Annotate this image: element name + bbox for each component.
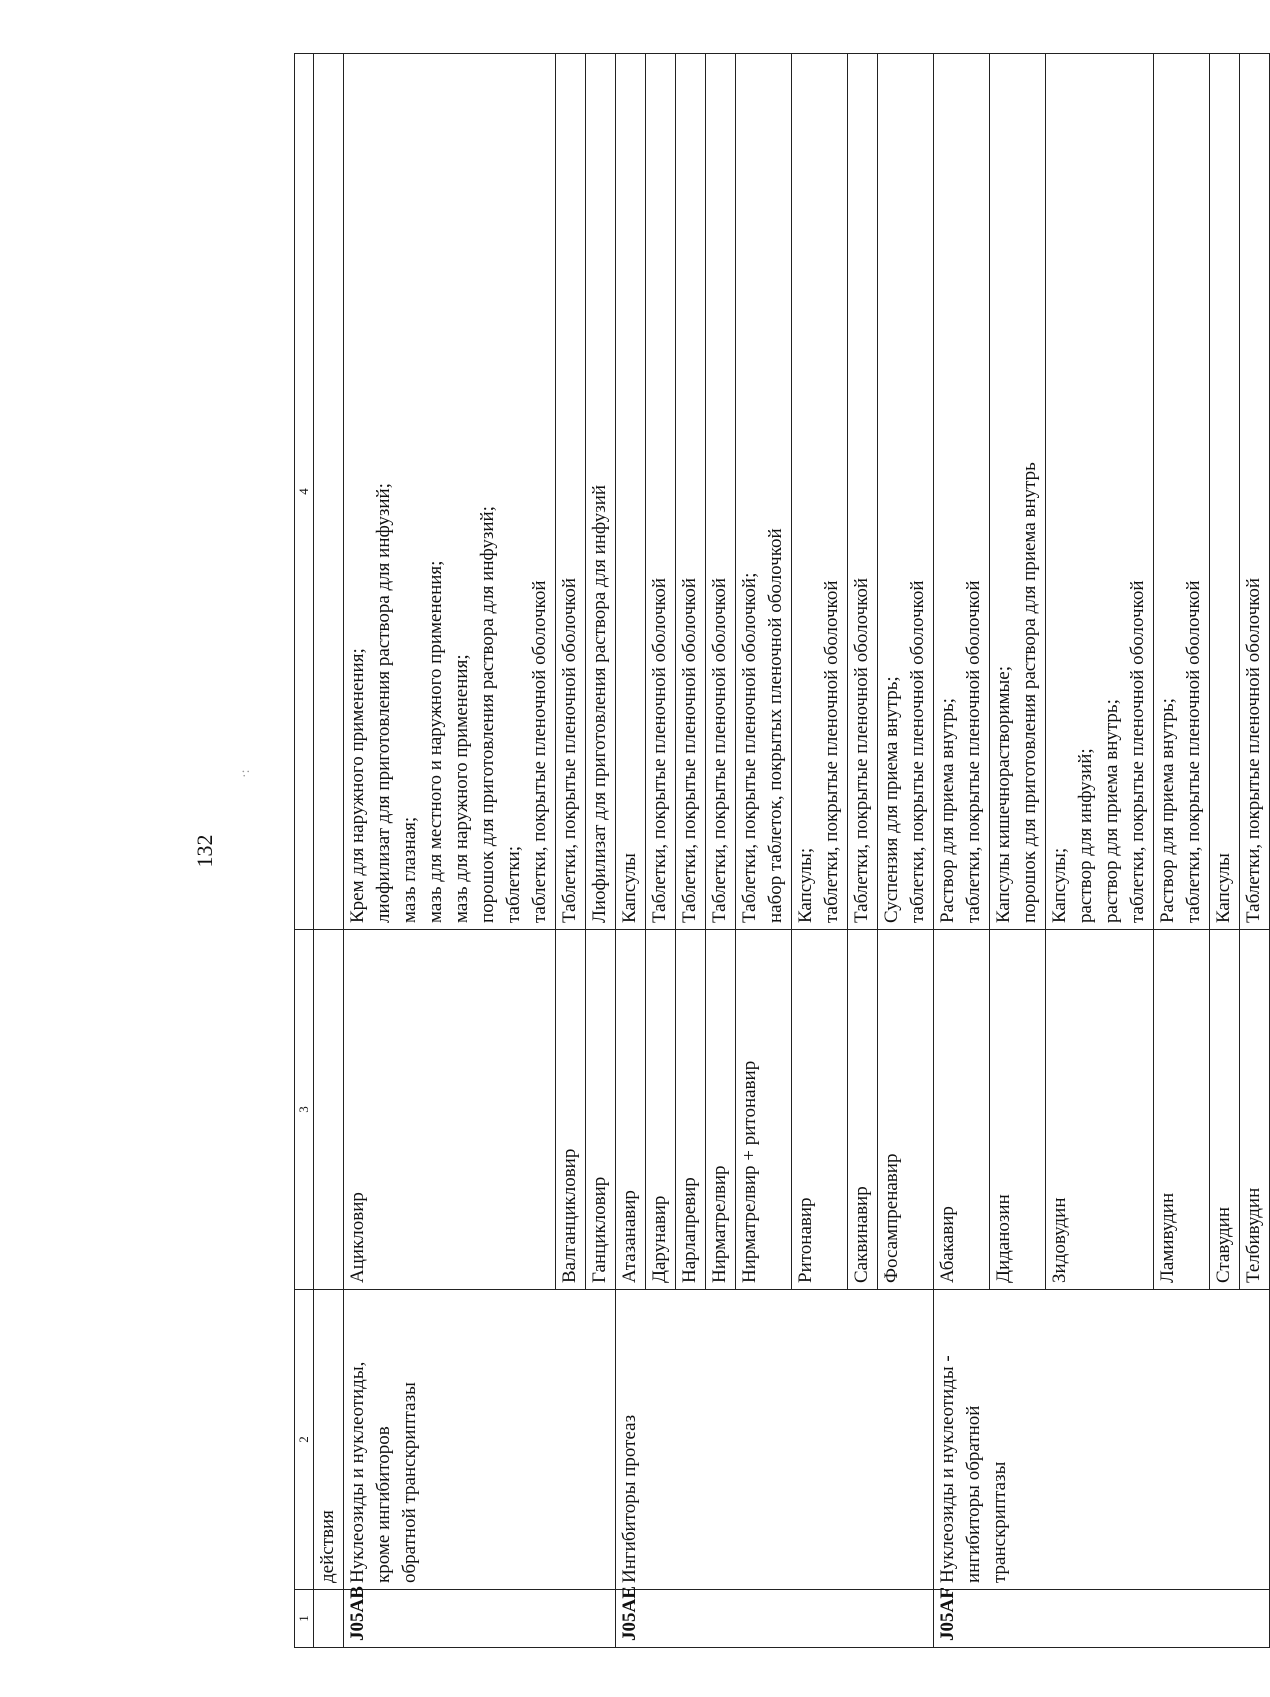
group-name-cell: [934, 1290, 1270, 1590]
drug-name-cell: Атазанавир: [616, 930, 646, 1290]
group-name-cell-line: кроме ингибиторов: [373, 1426, 394, 1583]
drug-name-cell: Нарлапревир: [676, 930, 706, 1290]
dosage-form-cell-line: Таблетки, покрытые пленочной оболочкой: [851, 577, 872, 923]
column-number: 4: [295, 54, 314, 930]
dosage-form-cell-line: мазь глазная;: [399, 816, 420, 923]
dosage-form-cell-line: раствор для приема внутрь;: [1101, 699, 1122, 923]
dosage-form-cell-line: таблетки, покрытые пленочной оболочкой: [529, 580, 550, 923]
dosage-form-cell-line: порошок для приготовления раствора для приема внутрь: [1019, 462, 1040, 923]
dosage-form-cell-line: Раствор для приема внутрь;: [937, 698, 958, 923]
drug-name-cell: Ставудин: [1210, 930, 1240, 1290]
dosage-form-cell-line: раствор для инфузий;: [1075, 748, 1096, 923]
dosage-form-cell-line: Таблетки, покрытые пленочной оболочкой: [649, 577, 670, 923]
column-number: 1: [295, 1590, 314, 1648]
atc-code-cell: J05AB: [344, 1590, 616, 1648]
dosage-form-cell-line: Таблетки, покрытые пленочной оболочкой: [679, 577, 700, 923]
drug-name-cell: Фосампренавир: [878, 930, 934, 1290]
drug-name-cell: Зидовудин: [1046, 930, 1154, 1290]
drug-name-cell: Ритонавир: [792, 930, 848, 1290]
dosage-form-cell-line: лиофилизат для приготовления раствора для инфузий;: [373, 483, 394, 923]
column-number-row: [295, 54, 314, 1648]
dosage-form-cell-line: таблетки, покрытые пленочной оболочкой: [821, 580, 842, 923]
dosage-form-cell: [848, 54, 878, 930]
dosage-form-cell: [1154, 54, 1210, 930]
dosage-form-cell-line: Капсулы;: [1049, 847, 1070, 923]
drug-name-cell: Саквинавир: [848, 930, 878, 1290]
drug-name-cell: Валганцикловир: [556, 930, 586, 1290]
table-row: [616, 54, 646, 1648]
continuation-drug-cell: [314, 930, 344, 1290]
drug-table-body: [295, 54, 1270, 1648]
drug-name-cell: Дарунавир: [646, 930, 676, 1290]
drug-name-cell: Абакавир: [934, 930, 990, 1290]
dosage-form-cell-line: Капсулы: [1213, 853, 1234, 923]
dosage-form-cell: [706, 54, 736, 930]
dosage-form-cell: [792, 54, 848, 930]
scan-speck: ·:: [238, 769, 253, 778]
dosage-form-cell-line: Крем для наружного применения;: [347, 648, 368, 923]
drug-name-cell: Ламивудин: [1154, 930, 1210, 1290]
dosage-form-cell-line: Капсулы кишечнорастворимые;: [993, 665, 1014, 923]
dosage-form-cell-line: Лиофилизат для приготовления раствора для инфузий: [589, 484, 610, 923]
dosage-form-cell-line: таблетки, покрытые пленочной оболочкой: [963, 580, 984, 923]
group-name-cell: [344, 1290, 616, 1590]
dosage-form-cell: [556, 54, 586, 930]
group-name-cell-line: обратной транскриптазы: [399, 1382, 420, 1583]
dosage-form-cell-line: Капсулы;: [795, 847, 816, 923]
dosage-form-cell: [344, 54, 556, 930]
group-name-cell-line: Нуклеозиды и нуклеотиды,: [347, 1361, 368, 1583]
continuation-code-cell: [314, 1590, 344, 1648]
dosage-form-cell: [1210, 54, 1240, 930]
column-number: 2: [295, 1290, 314, 1590]
dosage-form-cell-line: Капсулы: [619, 853, 640, 923]
table-row: [934, 54, 990, 1648]
group-name-cell-line: ингибиторы обратной: [963, 1405, 984, 1583]
dosage-form-cell: [1240, 54, 1270, 930]
continuation-form-cell: [314, 54, 344, 930]
dosage-form-cell: [646, 54, 676, 930]
dosage-form-cell-line: набор таблеток, покрытых пленочной оболочкой: [765, 528, 786, 923]
drug-name-cell: Нирматрелвир: [706, 930, 736, 1290]
drug-name-cell: Нирматрелвир + ритонавир: [736, 930, 792, 1290]
drug-name-cell: Ганцикловир: [586, 930, 616, 1290]
dosage-form-cell-line: мазь для местного и наружного применения;: [425, 560, 446, 923]
dosage-form-cell: [934, 54, 990, 930]
page-number: 132: [192, 834, 217, 868]
dosage-form-cell: [736, 54, 792, 930]
dosage-form-cell: [676, 54, 706, 930]
dosage-form-cell-line: порошок для приготовления раствора для инфузий;: [477, 506, 498, 923]
dosage-form-cell-line: таблетки;: [503, 845, 524, 923]
dosage-form-cell-line: Таблетки, покрытые пленочной оболочкой: [559, 577, 580, 923]
column-number: 3: [295, 930, 314, 1290]
dosage-form-cell-line: Суспензия для приема внутрь;: [881, 676, 902, 923]
drug-name-cell: Телбивудин: [1240, 930, 1270, 1290]
dosage-form-cell-line: мазь для наружного применения;: [451, 654, 472, 923]
dosage-form-cell-line: Таблетки, покрытые пленочной оболочкой: [709, 577, 730, 923]
dosage-form-cell: [990, 54, 1046, 930]
continuation-group-cell: действия: [314, 1290, 344, 1590]
drug-name-cell: Диданозин: [990, 930, 1046, 1290]
table-row: [344, 54, 556, 1648]
dosage-form-cell-line: таблетки, покрытые пленочной оболочкой: [1183, 580, 1204, 923]
dosage-form-cell: [616, 54, 646, 930]
atc-code-cell: J05AF: [934, 1590, 1270, 1648]
group-name-cell-line: транскриптазы: [989, 1461, 1010, 1583]
group-name-cell-line: Нуклеозиды и нуклеотиды -: [937, 1355, 958, 1583]
group-name-cell: [616, 1290, 934, 1590]
dosage-form-cell-line: Раствор для приема внутрь;: [1157, 698, 1178, 923]
dosage-form-cell: [878, 54, 934, 930]
group-name-cell-line: Ингибиторы протеаз: [619, 1414, 640, 1583]
continuation-row: [314, 54, 344, 1648]
dosage-form-cell-line: таблетки, покрытые пленочной оболочкой: [1127, 580, 1148, 923]
atc-code-cell: J05AE: [616, 1590, 934, 1648]
dosage-form-cell-line: Таблетки, покрытые пленочной оболочкой;: [739, 572, 760, 923]
rotated-page: [146, 54, 1264, 1648]
dosage-form-cell-line: Таблетки, покрытые пленочной оболочкой: [1243, 577, 1264, 923]
dosage-form-cell: [1046, 54, 1154, 930]
drug-name-cell: Ацикловир: [344, 930, 556, 1290]
drug-table: [294, 53, 1270, 1648]
dosage-form-cell: [586, 54, 616, 930]
dosage-form-cell-line: таблетки, покрытые пленочной оболочкой: [907, 580, 928, 923]
